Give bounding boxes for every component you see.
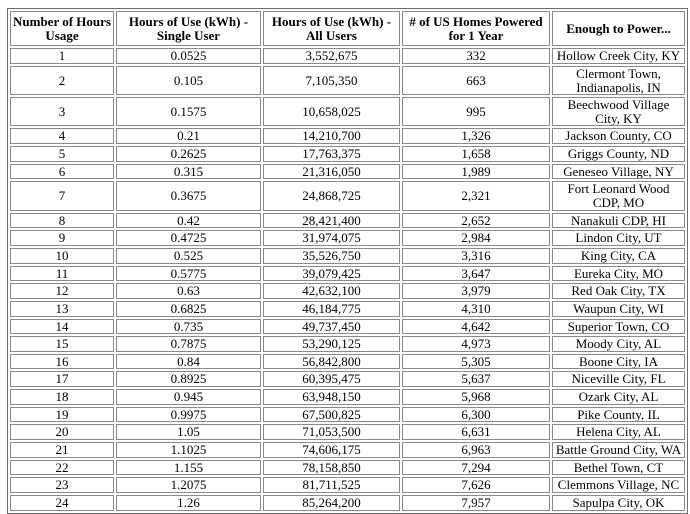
table-cell: Beechwood Village City, KY	[552, 97, 685, 126]
table-cell: Boone City, IA	[552, 354, 685, 370]
table-cell: 3	[10, 97, 114, 126]
table-cell: 17	[10, 371, 114, 387]
table-cell: 0.105	[116, 66, 261, 95]
table-cell: 71,053,500	[263, 424, 400, 440]
table-cell: 4	[10, 128, 114, 144]
table-cell: 78,158,850	[263, 460, 400, 476]
table-row	[10, 336, 685, 352]
table-row	[10, 424, 685, 440]
table-cell: 16	[10, 354, 114, 370]
table-cell: Waupun City, WI	[552, 301, 685, 317]
table-cell: Griggs County, ND	[552, 146, 685, 162]
table-cell: Helena City, AL	[552, 424, 685, 440]
table-row	[10, 66, 685, 95]
table-cell: Clemmons Village, NC	[552, 477, 685, 493]
table-row	[10, 181, 685, 210]
table-cell: 0.9975	[116, 407, 261, 423]
table-cell: 0.84	[116, 354, 261, 370]
table-cell: 7,294	[402, 460, 550, 476]
column-header-1: Number of Hours Usage	[10, 11, 114, 46]
table-cell: 5	[10, 146, 114, 162]
table-cell: 53,290,125	[263, 336, 400, 352]
table-row	[10, 266, 685, 282]
table-cell: 0.7875	[116, 336, 261, 352]
table-row	[10, 442, 685, 458]
table-cell: 1.155	[116, 460, 261, 476]
table-cell: 1,326	[402, 128, 550, 144]
table-cell: 67,500,825	[263, 407, 400, 423]
table-row	[10, 230, 685, 246]
table-cell: Red Oak City, TX	[552, 283, 685, 299]
table-cell: Niceville City, FL	[552, 371, 685, 387]
table-cell: 5,305	[402, 354, 550, 370]
column-header-3: Hours of Use (kWh) - All Users	[263, 11, 400, 46]
table-cell: 0.735	[116, 319, 261, 335]
table-cell: 85,264,200	[263, 495, 400, 511]
table-cell: 4,973	[402, 336, 550, 352]
table-cell: 11	[10, 266, 114, 282]
table-cell: Pike County, IL	[552, 407, 685, 423]
table-cell: 23	[10, 477, 114, 493]
table-cell: 6	[10, 164, 114, 180]
table-cell: 42,632,100	[263, 283, 400, 299]
table-cell: 3,979	[402, 283, 550, 299]
table-row	[10, 407, 685, 423]
table-cell: 5,968	[402, 389, 550, 405]
table-cell: 1,989	[402, 164, 550, 180]
table-cell: 24,868,725	[263, 181, 400, 210]
table-cell: 15	[10, 336, 114, 352]
table-cell: 1,658	[402, 146, 550, 162]
table-cell: Battle Ground City, WA	[552, 442, 685, 458]
table-cell: 21,316,050	[263, 164, 400, 180]
table-cell: 10,658,025	[263, 97, 400, 126]
table-cell: 7,105,350	[263, 66, 400, 95]
table-cell: 18	[10, 389, 114, 405]
table-cell: 1	[10, 48, 114, 64]
table-cell: 7	[10, 181, 114, 210]
table-cell: 6,963	[402, 442, 550, 458]
table-cell: 1.1025	[116, 442, 261, 458]
table-cell: 81,711,525	[263, 477, 400, 493]
table-cell: 31,974,075	[263, 230, 400, 246]
table-cell: Sapulpa City, OK	[552, 495, 685, 511]
table-cell: 0.4725	[116, 230, 261, 246]
table-row	[10, 283, 685, 299]
table-cell: Fort Leonard Wood CDP, MO	[552, 181, 685, 210]
table-cell: 74,606,175	[263, 442, 400, 458]
table-body	[10, 48, 685, 510]
table-row	[10, 354, 685, 370]
column-header-4: # of US Homes Powered for 1 Year	[402, 11, 550, 46]
table-cell: Bethel Town, CT	[552, 460, 685, 476]
table-cell: 63,948,150	[263, 389, 400, 405]
table-cell: 22	[10, 460, 114, 476]
table-cell: 2,984	[402, 230, 550, 246]
table-cell: 39,079,425	[263, 266, 400, 282]
table-cell: Jackson County, CO	[552, 128, 685, 144]
table-cell: 60,395,475	[263, 371, 400, 387]
table-cell: Moody City, AL	[552, 336, 685, 352]
table-cell: 35,526,750	[263, 248, 400, 264]
table-cell: King City, CA	[552, 248, 685, 264]
table-cell: 0.6825	[116, 301, 261, 317]
table-cell: Nanakuli CDP, HI	[552, 213, 685, 229]
table-cell: 14	[10, 319, 114, 335]
table-cell: 0.8925	[116, 371, 261, 387]
table-cell: 13	[10, 301, 114, 317]
table-cell: 0.42	[116, 213, 261, 229]
table-cell: 0.525	[116, 248, 261, 264]
table-row	[10, 389, 685, 405]
table-cell: 8	[10, 213, 114, 229]
table-row	[10, 495, 685, 511]
table-cell: 3,647	[402, 266, 550, 282]
table-row	[10, 477, 685, 493]
table-cell: 2,321	[402, 181, 550, 210]
table-cell: 56,842,800	[263, 354, 400, 370]
table-cell: 4,642	[402, 319, 550, 335]
table-row	[10, 213, 685, 229]
table-cell: 995	[402, 97, 550, 126]
table-row	[10, 97, 685, 126]
table-cell: 20	[10, 424, 114, 440]
table-cell: 0.1575	[116, 97, 261, 126]
table-cell: 1.26	[116, 495, 261, 511]
table-cell: 0.315	[116, 164, 261, 180]
table-cell: Eureka City, MO	[552, 266, 685, 282]
table-cell: 3,552,675	[263, 48, 400, 64]
table-cell: 2,652	[402, 213, 550, 229]
table-cell: 9	[10, 230, 114, 246]
table-cell: 10	[10, 248, 114, 264]
table-cell: 14,210,700	[263, 128, 400, 144]
table-cell: 5,637	[402, 371, 550, 387]
header-row	[10, 11, 685, 46]
table-cell: 1.05	[116, 424, 261, 440]
table-cell: 21	[10, 442, 114, 458]
table-cell: 7,957	[402, 495, 550, 511]
table-cell: 332	[402, 48, 550, 64]
table-cell: Geneseo Village, NY	[552, 164, 685, 180]
table-cell: 28,421,400	[263, 213, 400, 229]
column-header-5: Enough to Power...	[552, 11, 685, 46]
table-row	[10, 319, 685, 335]
table-cell: 24	[10, 495, 114, 511]
table-row	[10, 301, 685, 317]
table-cell: 19	[10, 407, 114, 423]
table-cell: 1.2075	[116, 477, 261, 493]
table-row	[10, 460, 685, 476]
table-cell: Superior Town, CO	[552, 319, 685, 335]
table-cell: 6,631	[402, 424, 550, 440]
table-cell: 0.2625	[116, 146, 261, 162]
hours-usage-table	[7, 8, 688, 514]
table-cell: Clermont Town, Indianapolis, IN	[552, 66, 685, 95]
table-cell: 46,184,775	[263, 301, 400, 317]
table-cell: 3,316	[402, 248, 550, 264]
table-row	[10, 164, 685, 180]
column-header-2: Hours of Use (kWh) - Single User	[116, 11, 261, 46]
table-cell: 17,763,375	[263, 146, 400, 162]
table-cell: Lindon City, UT	[552, 230, 685, 246]
table-cell: 7,626	[402, 477, 550, 493]
table-cell: 6,300	[402, 407, 550, 423]
table-header	[10, 11, 685, 46]
table-cell: 49,737,450	[263, 319, 400, 335]
table-cell: 0.63	[116, 283, 261, 299]
table-row	[10, 248, 685, 264]
table-cell: 0.5775	[116, 266, 261, 282]
table-cell: Hollow Creek City, KY	[552, 48, 685, 64]
table-cell: Ozark City, AL	[552, 389, 685, 405]
table-cell: 0.0525	[116, 48, 261, 64]
table-cell: 2	[10, 66, 114, 95]
table-cell: 0.21	[116, 128, 261, 144]
table-cell: 0.945	[116, 389, 261, 405]
table-cell: 12	[10, 283, 114, 299]
table-row	[10, 48, 685, 64]
table-row	[10, 146, 685, 162]
table-row	[10, 371, 685, 387]
table-cell: 663	[402, 66, 550, 95]
table-cell: 0.3675	[116, 181, 261, 210]
table-cell: 4,310	[402, 301, 550, 317]
table-row	[10, 128, 685, 144]
